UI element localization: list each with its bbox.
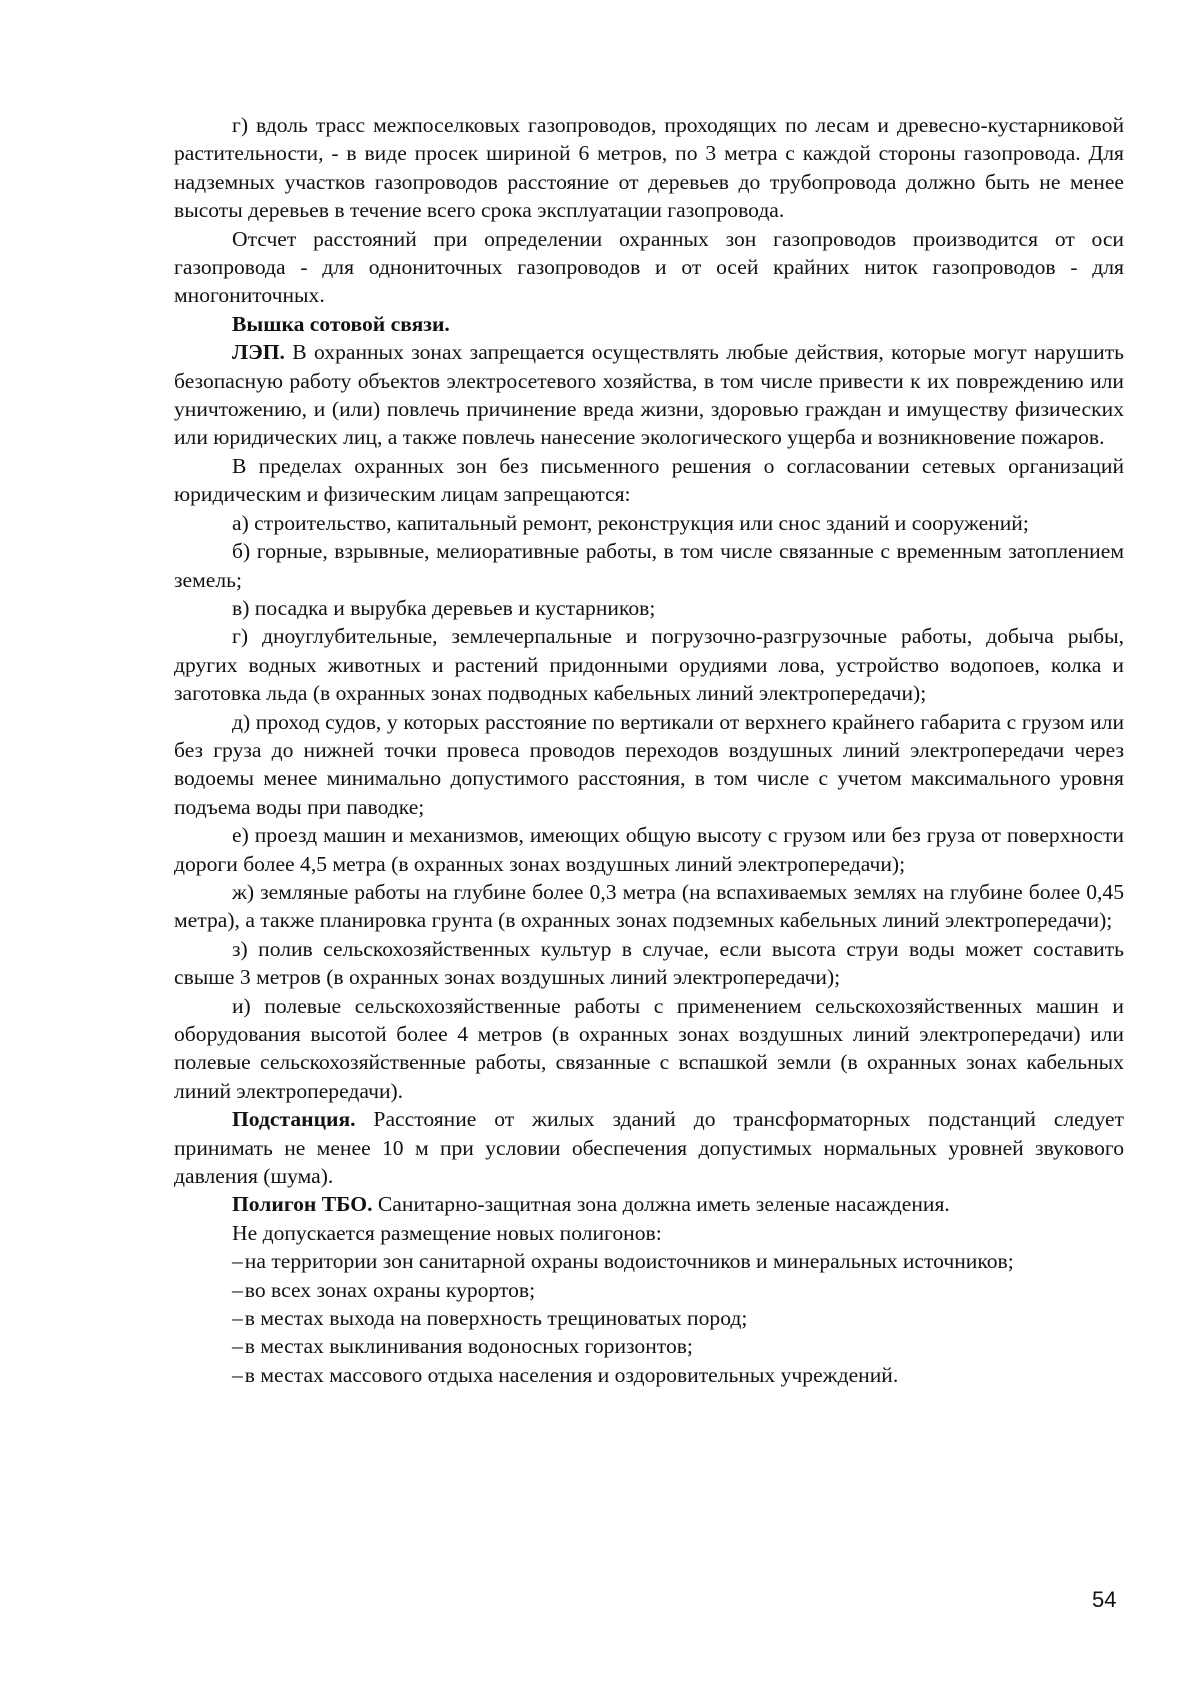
paragraph-power-line bbox=[174, 338, 1124, 452]
landfill-lead: Полигон ТБО. bbox=[232, 1192, 373, 1217]
landfill-text: Санитарно-защитная зона должна иметь зеленые насаждения. bbox=[372, 1192, 950, 1217]
dash-item-text: в местах выхода на поверхность трещиноватых пород; bbox=[244, 1306, 748, 1331]
list-item-v: в) посадка и вырубка деревьев и кустарников; bbox=[232, 595, 656, 620]
substation-lead: Подстанция. bbox=[232, 1107, 356, 1132]
dash-item-text: во всех зонах охраны курортов; bbox=[244, 1277, 536, 1302]
dash-list bbox=[174, 1247, 1124, 1389]
paragraph-power-line-limits: В пределах охранных зон без письменного решения о согласовании сетевых организаций юридическим и физическим лицам запрещаются: bbox=[174, 453, 1124, 507]
substation-text: Расстояние от жилых зданий до трансформаторных подстанций следует принимать не менее 10 м при условии обеспечения допустимых нормальных уровней звукового давления (шума). bbox=[174, 1107, 1124, 1189]
paragraph-gas-route: г) вдоль трасс межпоселковых газопроводов, проходящих по лесам и древесно-кустарниковой растительности, - в виде просек шириной 6 метров, по 3 метра с каждой стороны газопровода. Для надземных участков газопроводов расстояние от деревьев до трубопровода должно быть не менее высоты деревьев в течение всего срока эксплуатации газопровода. bbox=[174, 113, 1124, 223]
dash-item-text: в местах выклинивания водоносных горизонтов; bbox=[244, 1334, 693, 1359]
heading-cell-tower-text: Вышка сотовой связи. bbox=[232, 311, 450, 336]
page-number: 54 bbox=[1092, 1587, 1117, 1612]
list-item-i: и) полевые сельскохозяйственные работы с применением сельскохозяйственных машин и оборудования высотой более 4 метров (в охранных зонах воздушных линий электропередачи) или полевые сельскохозяйственные работы, связанные с вспашкой земли (в охранных зонах кабельных линий электропередачи). bbox=[174, 993, 1124, 1103]
dash-mark: – bbox=[232, 1306, 243, 1331]
dash-list-item bbox=[232, 1276, 1124, 1304]
dash-list-item bbox=[232, 1361, 1124, 1389]
dash-list-item bbox=[232, 1304, 1124, 1332]
list-item-e: е) проезд машин и механизмов, имеющих общую высоту с грузом или без груза от поверхности дороги более 4,5 метра (в охранных зонах воздушных линий электропередачи); bbox=[174, 823, 1124, 876]
dash-list-item bbox=[232, 1247, 1124, 1275]
paragraph-substation bbox=[174, 1105, 1124, 1190]
dash-mark: – bbox=[232, 1334, 243, 1359]
heading-cell-tower bbox=[174, 310, 1124, 338]
dash-mark: – bbox=[232, 1277, 243, 1302]
power-line-text: В охранных зонах запрещается осуществлять любые действия, которые могут нарушить безопасную работу объектов электросетевого хозяйства, в том числе привести к их повреждению или уничтожению, и (или) повлечь причинение вреда жизни, здоровью граждан и имуществу физических или юридических лиц, а также повлечь нанесение экологического ущерба и возникновение пожаров. bbox=[174, 340, 1124, 450]
list-item-g: г) дноуглубительные, землечерпальные и погрузочно-разгрузочные работы, добыча рыбы, других водных животных и растений придонными орудиями лова, устройство водопоев, колка и заготовка льда (в охранных зонах подводных кабельных линий электропередачи); bbox=[174, 624, 1124, 706]
dash-mark: – bbox=[232, 1362, 243, 1387]
list-item-z: з) полив сельскохозяйственных культур в случае, если высота струи воды может составить свыше 3 метров (в охранных зонах воздушных линий электропередачи); bbox=[174, 936, 1124, 990]
list-item-zh: ж) земляные работы на глубине более 0,3 метра (на вспахиваемых землях на глубине более 0,45 метра), а также планировка грунта (в охранных зонах подземных кабельных линий электропередачи); bbox=[174, 879, 1124, 933]
dash-mark: – bbox=[232, 1249, 243, 1274]
dash-list-item bbox=[232, 1332, 1124, 1360]
dash-item-text: в местах массового отдыха населения и оздоровительных учреждений. bbox=[244, 1362, 899, 1387]
list-item-b: б) горные, взрывные, мелиоративные работы, в том числе связанные с временным затоплением земель; bbox=[174, 539, 1124, 592]
list-item-d: д) проход судов, у которых расстояние по вертикали от верхнего крайнего габарита с грузом или без груза до нижней точки провеса проводов переходов воздушных линий электропередачи через водоемы менее минимально допустимого расстояния, в том числе с учетом максимального уровня подъема воды при паводке; bbox=[174, 709, 1124, 819]
document-body bbox=[174, 111, 1124, 1389]
paragraph-landfill bbox=[174, 1190, 1124, 1218]
list-item-a: а) строительство, капитальный ремонт, реконструкция или снос зданий и сооружений; bbox=[232, 510, 1029, 535]
dash-item-text: на территории зон санитарной охраны водоисточников и минеральных источников; bbox=[244, 1249, 1014, 1274]
power-line-lead: ЛЭП. bbox=[232, 340, 285, 365]
paragraph-landfill-intro: Не допускается размещение новых полигонов: bbox=[232, 1220, 662, 1245]
paragraph-gas-distance: Отсчет расстояний при определении охранных зон газопроводов производится от оси газопровода - для однониточных газопроводов и от осей крайних ниток газопроводов - для многониточных. bbox=[174, 226, 1124, 308]
